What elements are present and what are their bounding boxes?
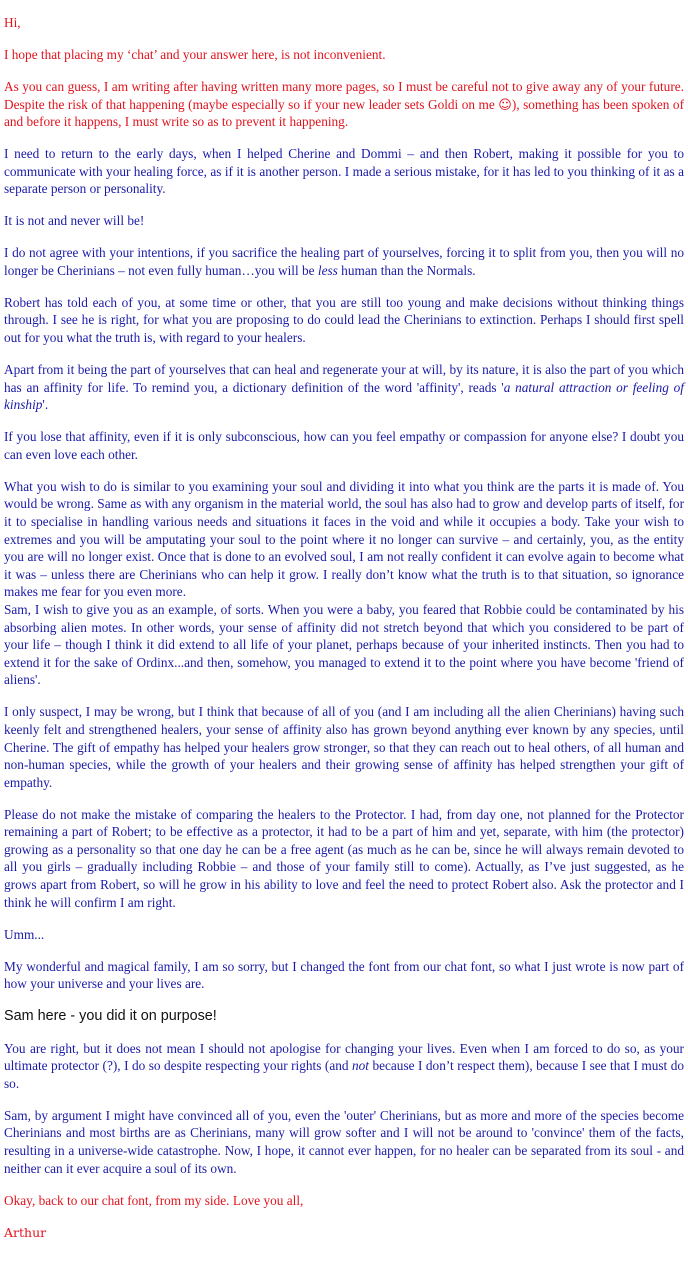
guess-text-start: As you can guess, I am writing after having written many more pages, so I must be careful not to give away any of your future. Despite the risk of that happening (maybe especially so if your new leader sets Goldi on me xyxy=(4,78,684,112)
disagree-paragraph xyxy=(4,244,684,279)
signature: Arthur xyxy=(4,1224,47,1240)
early-days-paragraph: I need to return to the early days, when I helped Cherine and Dommi – and then Robert, making it possible for you to communicate with your healing force, as if it is another person. I made a serious mistake, for it has led to you thinking of it as a separate person or personality. xyxy=(4,146,684,197)
sam-reply: Sam here - you did it on purpose! xyxy=(4,1008,217,1025)
guess-text-end: ), something has been spoken of and before it happens, I must write so as to prevent it happening. xyxy=(4,96,684,130)
disagree-text-end: human than the Normals. xyxy=(337,262,476,278)
disagree-text-start: I do not agree with your intentions, if you sacrifice the healing part of yourselves, forcing it to split from you, then you will no longer be Cherinians – not even fully human…you will be xyxy=(4,245,684,278)
smiley-icon: ☺ xyxy=(498,97,512,113)
affinity-text-start: Apart from it being the part of yourselves that can heal and regenerate your at will, by its nature, it is also the part of you which has an affinity for life. To remind you, a dictionary definition of the word 'affinity', reads ' xyxy=(4,362,684,395)
affinity-definition: a natural attraction or feeling of kinship xyxy=(4,379,684,413)
right-paragraph xyxy=(4,1040,684,1093)
right-text-start: You are right, but it does not mean I should not apologise for changing your lives. Even when I am forced to do so, as your ultimate protector (?), I do so despite respecting your rights (and xyxy=(4,1040,684,1074)
affinity-text-end: '. xyxy=(42,397,49,413)
sam-example-paragraph: Sam, I wish to give you as an example, of sorts. When you were a baby, you feared that Robbie could be contaminated by his absorbing alien motes. In other words, your sense of affinity did not stretch beyond that which you considered to be part of your life – though I think it did extend to all life of your planet, perhaps because of your inherited instincts. Then you had to extend it for the sake of Ordinx...and then, somehow, you managed to extend it to the point where you have become 'friend of aliens'. xyxy=(4,601,684,688)
disagree-emphasis: less xyxy=(317,262,338,278)
robert-paragraph: Robert has told each of you, at some time or other, that you are still too young and make decisions without thinking things through. I see he is right, for what you are proposing to do could lead the Cherinians to extinction. Perhaps I should first spell out for you what the truth is, with regard to your healers. xyxy=(4,294,684,346)
wish-paragraph: What you wish to do is similar to you examining your soul and dividing it into what you think are the parts it is made of. You would be wrong. Same as with any organism in the material world, the soul has also had to grow and develop parts of itself, for it to specialise in handling various needs and situations it faces in the void and while it occupies a body. Take your wish to extremes and you will be amputating your soul to the point where it no longer can survive – and certainly, you, as the entity you are will no longer exist. Once that is done to an evolved soul, I am not really confident it can evolve again to become what it was – unless there are Cherinians who can help it grow. I really don’t know what the truth is to that situation, so ignorance makes me fear for you even more. xyxy=(4,478,684,600)
right-emphasis: not xyxy=(351,1058,369,1074)
protector-paragraph: Please do not make the mistake of comparing the healers to the Protector. I had, from day one, not planned for the Protector remaining a part of Robert; to be effective as a protector, it had to be a part of him and yet, separate, with him (the protector) growing as a personality so that one day he can be a free agent (as much as he can be, since he will always remain devoted to all you girls – gradually including Robbie – and those of your family still to come). Actually, as I’ve just suggested, as he grows apart from Robert, so will he grow in his ability to love and feel the need to protect Robert also. Ask the protector and I think he will confirm I am right. xyxy=(4,806,684,910)
never-paragraph: It is not and never will be! xyxy=(4,213,145,229)
argument-paragraph: Sam, by argument I might have convinced all of you, even the 'outer' Cherinians, but as more and more of the species become Cherinians and most births are as Cherinians, many will grow softer and I will not be around to 'convince' them of the facts, resulting in a universe-wide catastrophe. Now, I hope, it cannot ever happen, for no healer can be separated from its soul - and neither can it ever acquire a soul of its own. xyxy=(4,1107,684,1176)
lose-affinity-paragraph: If you lose that affinity, even if it is only subconscious, how can you feel empathy or compassion for anyone else? I doubt you can even love each other. xyxy=(4,429,684,462)
intro-paragraph: I hope that placing my ‘chat’ and your answer here, is not inconvenient. xyxy=(4,46,386,62)
umm-paragraph: Umm... xyxy=(4,926,45,942)
guess-paragraph xyxy=(4,78,684,131)
greeting: Hi, xyxy=(4,15,21,30)
closing-paragraph: Okay, back to our chat font, from my side. Love you all, xyxy=(4,1192,304,1208)
affinity-paragraph xyxy=(4,361,684,414)
right-text-end: because I don’t respect them), because I see that I must do so. xyxy=(4,1058,684,1091)
family-paragraph: My wonderful and magical family, I am so sorry, but I changed the font from our chat font, so what I just wrote is now part of how your universe and your lives are. xyxy=(4,958,684,992)
suspect-paragraph: I only suspect, I may be wrong, but I think that because of all of you (and I am including all the alien Cherinians) having such keenly felt and strengthened healers, your sense of affinity also has grown beyond anything ever known by any species, until Cherine. The gift of empathy has helped your healers grow stronger, so that they can reach out to heal others, of all human and non-human species, while the growth of your healers and their growing sense of affinity has helped strengthen your gift of empathy. xyxy=(4,704,684,790)
